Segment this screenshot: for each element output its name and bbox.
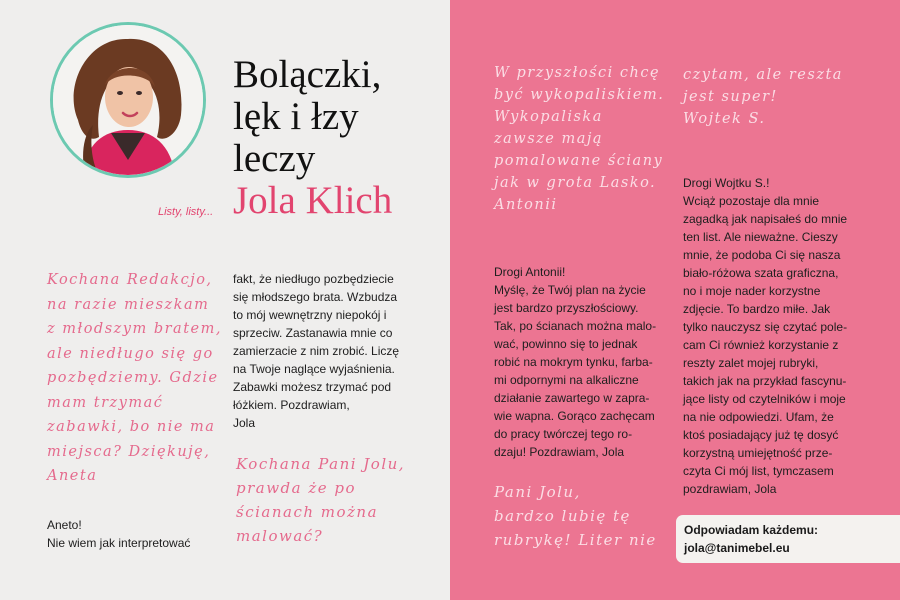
response-line: Wciąż pozostaje dla mnie xyxy=(683,194,820,208)
title-line: lęk i łzy xyxy=(233,95,359,138)
letter-line: pomalowane ściany xyxy=(494,153,664,169)
response-line: dzaju! Pozdrawiam, Jola xyxy=(494,445,625,459)
letter-line: malować? xyxy=(236,527,324,545)
response-line: sprzeciw. Zastanawia mnie co xyxy=(233,326,393,340)
response-line: fakt, że niedługo pozbędziecie xyxy=(233,272,394,286)
response-line: pozdrawiam, Jola xyxy=(683,482,777,496)
letter-line: Wykopaliska xyxy=(494,109,603,125)
letter-line: jak w grota Lasko. xyxy=(494,175,657,191)
letter-line: Pani Jolu, xyxy=(494,483,581,501)
response-line: na Twoje naglące wyjaśnienia. xyxy=(233,362,395,376)
letter-line: W przyszłości chcę xyxy=(494,65,661,81)
letter-line: ale niedługo się go xyxy=(47,345,214,362)
letter-aneta xyxy=(47,268,222,489)
response-line: wie wapna. Gorąco zachęcam xyxy=(494,409,655,423)
author-photo xyxy=(53,25,203,175)
letter-line: miejsca? Dziękuję, xyxy=(47,443,211,460)
response-line: cam Ci również korzystanie z xyxy=(683,338,839,352)
letter-line: Antonii xyxy=(494,197,558,213)
contact-box xyxy=(676,515,900,563)
response-aneta-continued xyxy=(233,270,399,432)
response-line: Myślę, że Twój plan na życie xyxy=(494,283,646,297)
response-line: na nie odpowiedzi. Ufam, że xyxy=(683,410,834,424)
letter-line: Wojtek S. xyxy=(683,111,766,127)
title-line: Bolączki, xyxy=(233,53,382,96)
letter-line: być wykopaliskiem. xyxy=(494,87,665,103)
response-line: ktoś posiadający już tę dosyć xyxy=(683,428,839,442)
letter-line: Aneta xyxy=(47,468,98,484)
response-line: zdjęcie. To bardzo miłe. Jak xyxy=(683,302,831,316)
contact-label: Odpowiadam każdemu: xyxy=(684,523,819,537)
response-line: no i moje nader korzystne xyxy=(683,284,821,298)
response-line: tylko nauczysz się czytać pole- xyxy=(683,320,848,334)
letter-line: prawda że po xyxy=(236,479,357,497)
response-line: korzystną umiejętność prze- xyxy=(683,446,833,460)
response-line: mnie, że podoba Ci się nasza xyxy=(683,248,841,262)
caption: Listy, listy... xyxy=(158,206,214,218)
letter-line: Kochana Redakcjo, xyxy=(47,272,213,288)
letter-wojtek xyxy=(683,64,858,130)
response-line: Nie wiem jak interpretować xyxy=(47,536,191,550)
letter-antonii xyxy=(494,62,674,216)
letter-line: na razie mieszkam xyxy=(47,296,210,313)
letter-line: ścianach można xyxy=(236,503,379,521)
author-name: Jola Klich xyxy=(233,179,393,222)
response-antonii xyxy=(494,263,656,461)
response-line: łóżkiem. Pozdrawiam, xyxy=(233,398,350,412)
response-line: Zabawki możesz trzymać pod xyxy=(233,380,392,394)
response-line: Aneto! xyxy=(47,518,82,532)
response-line: biało-różowa szata graficzna, xyxy=(683,266,839,280)
response-line: do pracy twórczej tego ro- xyxy=(494,427,633,441)
title-line: leczy xyxy=(233,137,316,180)
response-line: to mój wewnętrzny niepokój i xyxy=(233,308,387,322)
letter-line: rubrykę! Liter nie xyxy=(494,531,657,549)
response-line: się młodszego brata. Wzbudza xyxy=(233,290,398,304)
response-line: Jola xyxy=(233,416,256,430)
response-line: zagadką jak napisałeś do mnie xyxy=(683,212,848,226)
contact-email[interactable]: jola@tanimebel.eu xyxy=(684,541,790,555)
response-line: czyta Ci mój list, tymczasem xyxy=(683,464,834,478)
response-line: zamierzacie z nim zrobić. Liczę xyxy=(233,344,400,358)
page-title xyxy=(233,54,392,222)
letter-line: jest super! xyxy=(683,89,778,105)
response-line: działanie zawartego w zapra- xyxy=(494,391,650,405)
response-line: Drogi Antonii! xyxy=(494,265,566,279)
author-portrait xyxy=(50,22,206,178)
response-line: ten list. Ale nieważne. Cieszy xyxy=(683,230,838,244)
letter-line: Kochana Pani Jolu, xyxy=(236,455,406,473)
letter-line: czytam, ale reszta xyxy=(683,67,843,83)
letter-pani-jolu-malowanie xyxy=(236,452,416,548)
response-line: wać, powinno się to jednak xyxy=(494,337,638,351)
response-line: jest bardzo przyszłościowy. xyxy=(494,301,639,315)
response-line: reszty zalet mojej rubryki, xyxy=(683,356,819,370)
letter-line: pozbędziemy. Gdzie xyxy=(47,370,219,386)
response-line: Tak, po ścianach można malo- xyxy=(494,319,657,333)
response-line: takich jak na przykład fascynu- xyxy=(683,374,847,388)
response-line: mi odpornymi na alkaliczne xyxy=(494,373,639,387)
response-wojtek xyxy=(683,174,847,498)
response-line: robić na mokrym tynku, farba- xyxy=(494,355,653,369)
letter-line: zabawki, bo nie ma xyxy=(47,419,216,435)
letter-line: zawsze mają xyxy=(494,131,604,147)
letter-line: z młodszym bratem, xyxy=(47,321,222,337)
response-line: Drogi Wojtku S.! xyxy=(683,176,770,190)
letter-pani-jolu-rubryka xyxy=(494,480,674,552)
letter-line: bardzo lubię tę xyxy=(494,507,631,525)
response-line: jące listy od czytelników i moje xyxy=(683,392,846,406)
letter-line: mam trzymać xyxy=(47,394,164,411)
response-aneta-start xyxy=(47,516,190,552)
